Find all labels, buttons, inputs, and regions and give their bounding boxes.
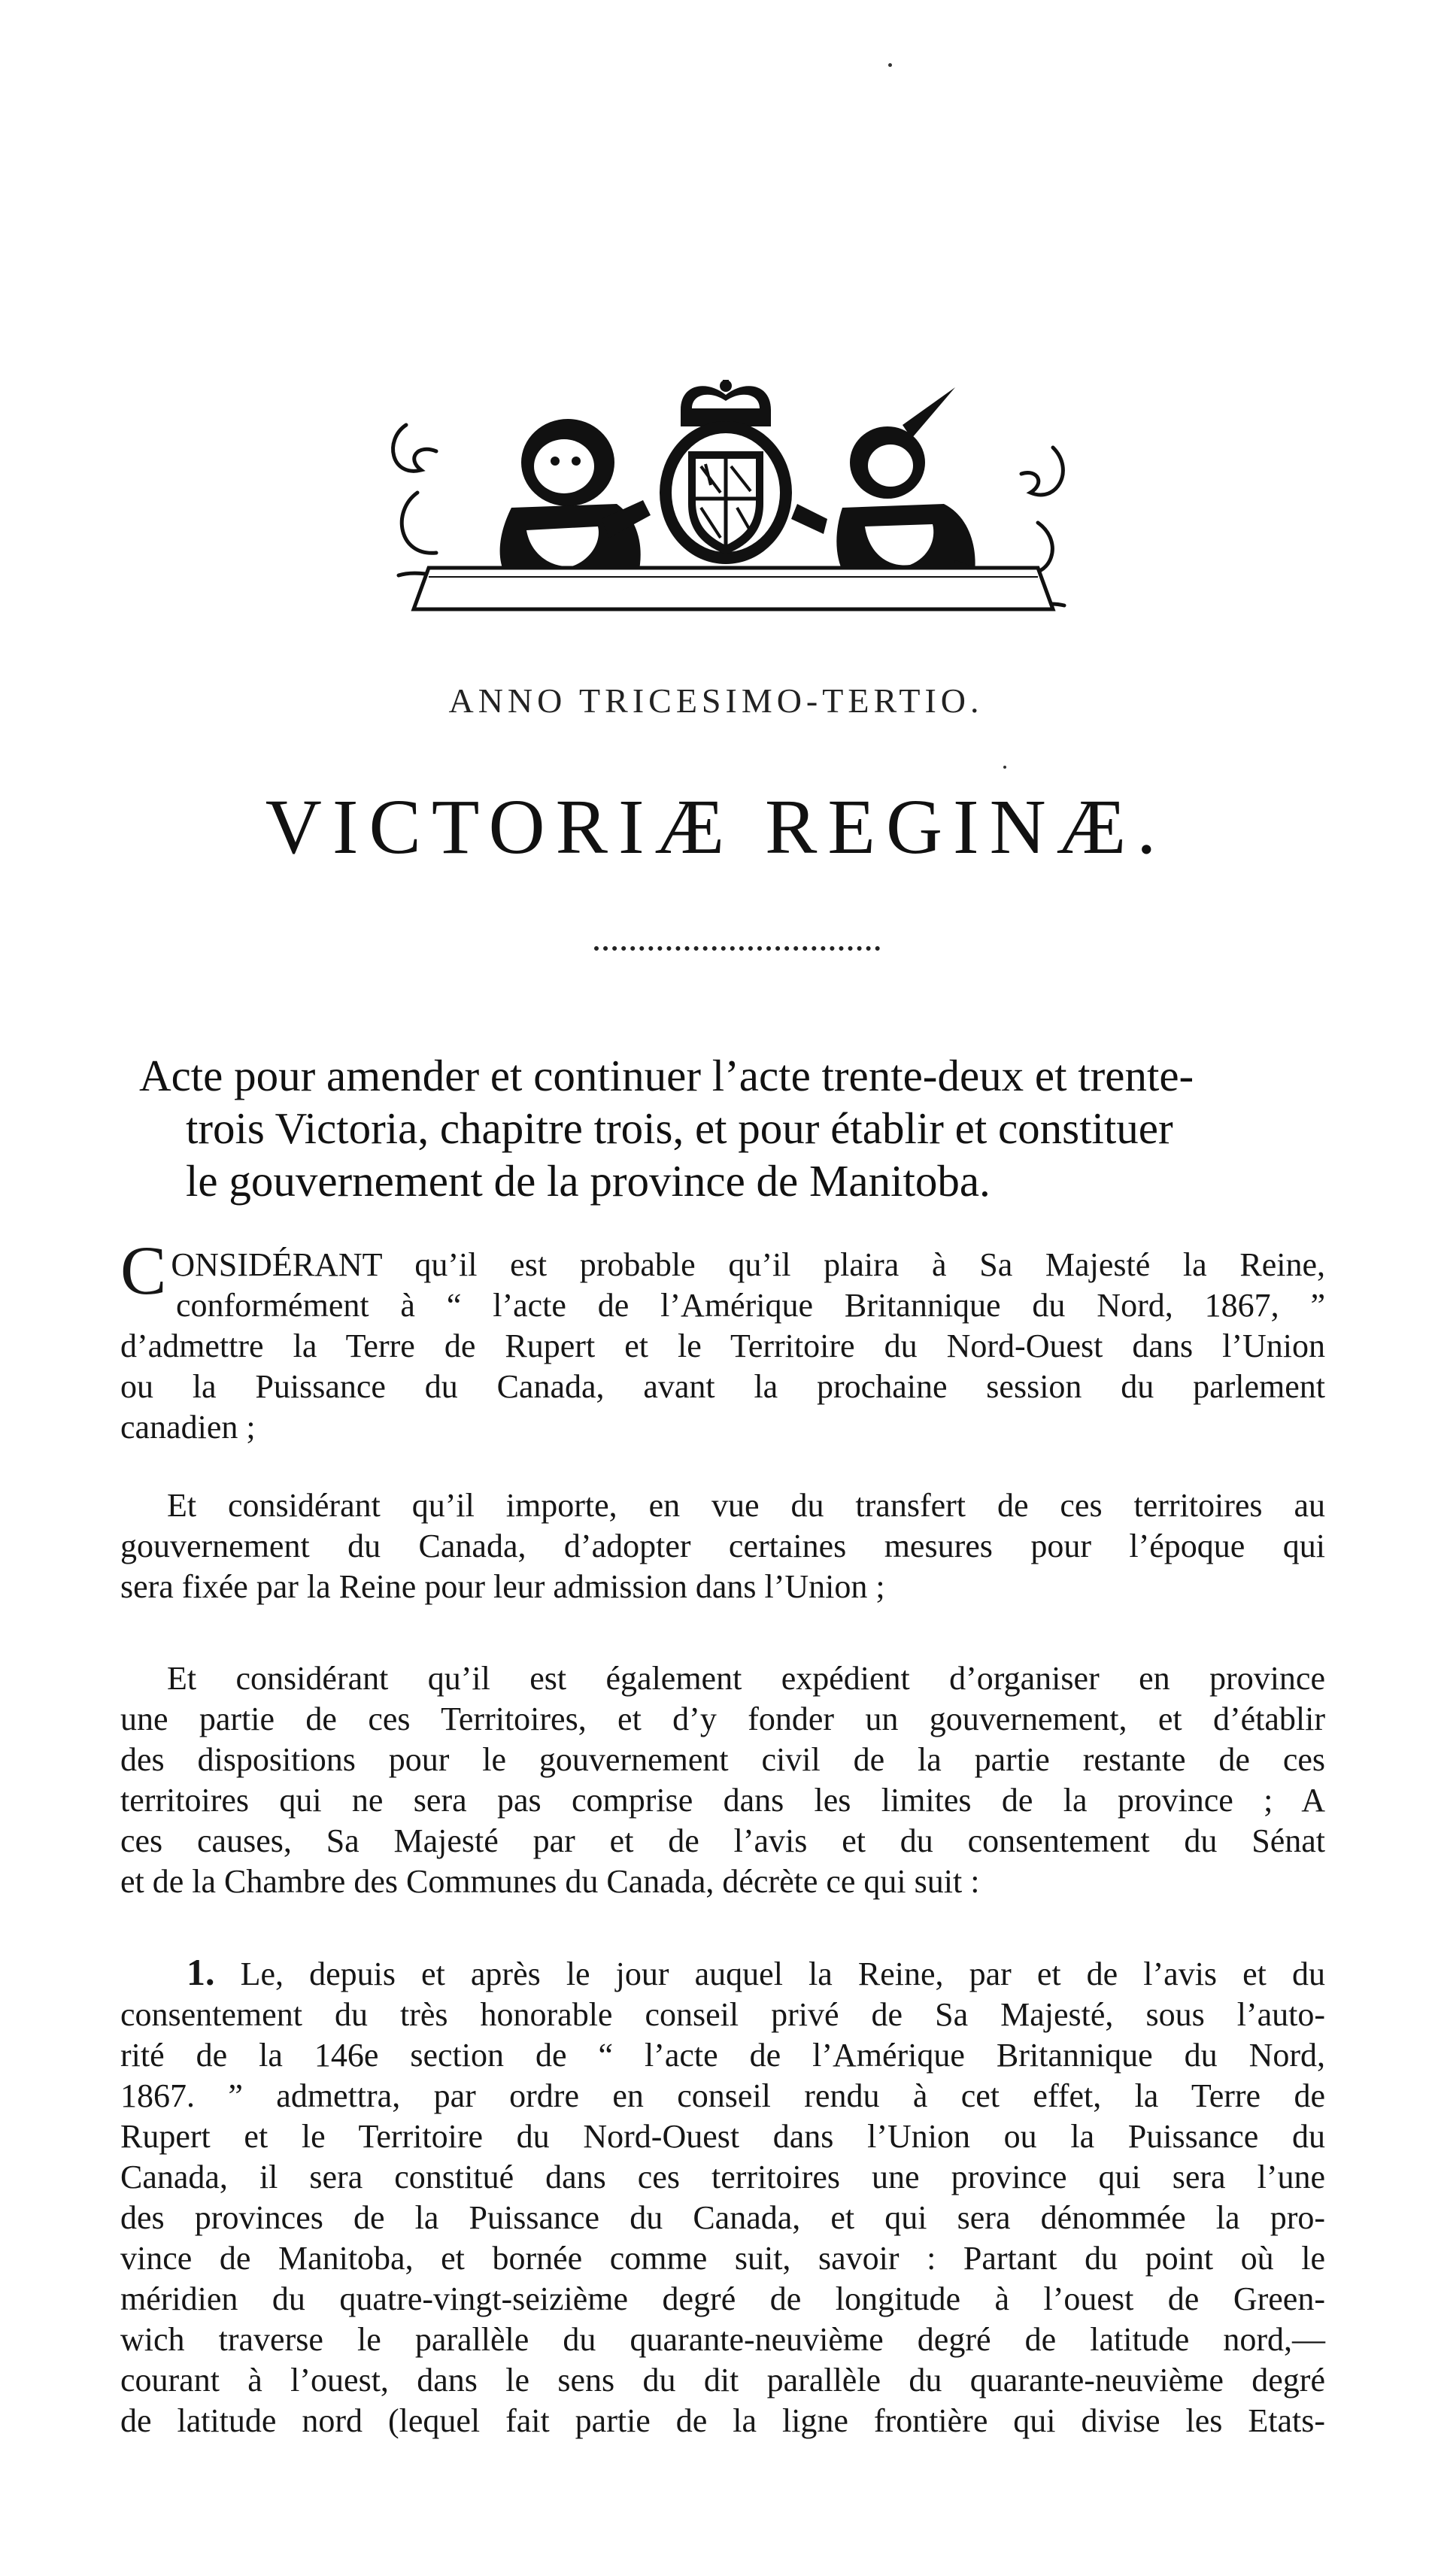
paragraph-line: sera fixée par la Reine pour leur admission dans l’Union ; [120,1568,885,1605]
paragraph-line: Rupert et le Territoire du Nord-Ouest dans l’Union ou la Puissance du [120,2118,1325,2155]
act-title-line: trois Victoria, chapitre trois, et pour établir et constituer [186,1103,1173,1153]
paragraph-line: consentement du très honorable conseil privé de Sa Majesté, sous l’auto- [120,1996,1325,2033]
paragraph-line: ou la Puissance du Canada, avant la prochaine session du parlement [120,1368,1325,1405]
royal-coat-of-arms [376,380,1083,632]
paragraph-line: gouvernement du Canada, d’adopter certaines mesures pour l’époque qui [120,1528,1325,1564]
paragraph-line: Et considérant qu’il est également expédient d’organiser en province [167,1660,1325,1697]
paragraph-line: conformément à “ l’acte de l’Amérique Britannique du Nord, 1867, ” [176,1287,1325,1324]
paragraph-line [120,1952,1325,1995]
ornamental-rule [594,946,880,960]
reginae-heading: VICTORIÆ REGINÆ. [265,784,1167,870]
paragraph-line: wich traverse le parallèle du quarante-neuvième degré de latitude nord,— [120,2321,1325,2358]
paragraph-line: courant à l’ouest, dans le sens du dit parallèle du quarante-neuvième degré [120,2362,1325,2399]
act-title-line: Acte pour amender et continuer l’acte trente-deux et trente- [139,1051,1194,1100]
act-title-line: le gouvernement de la province de Manitoba. [186,1156,991,1206]
paragraph-line: 1867. ” admettra, par ordre en conseil rendu à cet effet, la Terre de [120,2077,1325,2114]
anno-heading: ANNO TRICESIMO-TERTIO. [448,681,984,720]
paragraph-line: une partie de ces Territoires, et d’y fonder un gouvernement, et d’établir [120,1701,1325,1737]
paragraph-line: ces causes, Sa Majesté par et de l’avis et du consentement du Sénat [120,1822,1325,1859]
drop-cap: C [120,1232,167,1309]
paragraph-line: Et considérant qu’il importe, en vue du transfert de ces territoires au [167,1487,1325,1524]
preamble-paragraph [120,1232,1325,1448]
section-number: 1. [187,1951,215,1993]
paragraph-line: canadien ; [120,1409,256,1446]
act-title [139,1049,1327,1207]
preamble-paragraph [120,1658,1325,1902]
preamble-paragraph [120,1485,1325,1607]
paragraph-text: ONSIDÉRANT qu’il est probable qu’il plaira à Sa Majesté la Reine, [171,1246,1325,1283]
paragraph-line: Canada, il sera constitué dans ces territoires une province qui sera l’une [120,2159,1325,2195]
paragraph-line: d’admettre la Terre de Rupert et le Territoire du Nord-Ouest dans l’Union [120,1327,1325,1364]
paragraph-line: rité de la 146e section de “ l’acte de l’Amérique Britannique du Nord, [120,2037,1325,2074]
paragraph-line: territoires qui ne sera pas comprise dans les limites de la province ; A [120,1782,1325,1819]
paragraph-text: Le, depuis et après le jour auquel la Reine, par et de l’avis et du [214,1956,1325,1992]
paragraph-line: des dispositions pour le gouvernement civil de la partie restante de ces [120,1741,1325,1778]
paragraph-line: des provinces de la Puissance du Canada, et qui sera dénommée la pro- [120,2199,1325,2236]
print-speck [1003,766,1006,769]
paragraph-line: et de la Chambre des Communes du Canada, décrète ce qui suit : [120,1863,980,1900]
section-1 [120,1952,1325,2441]
paragraph-line: vince de Manitoba, et bornée comme suit, savoir : Partant du point où le [120,2240,1325,2277]
print-speck [888,63,892,67]
paragraph-line: méridien du quatre-vingt-seizième degré de longitude à l’ouest de Green- [120,2280,1325,2317]
paragraph-line: de latitude nord (lequel fait partie de la ligne frontière qui divise les Etats- [120,2402,1325,2439]
